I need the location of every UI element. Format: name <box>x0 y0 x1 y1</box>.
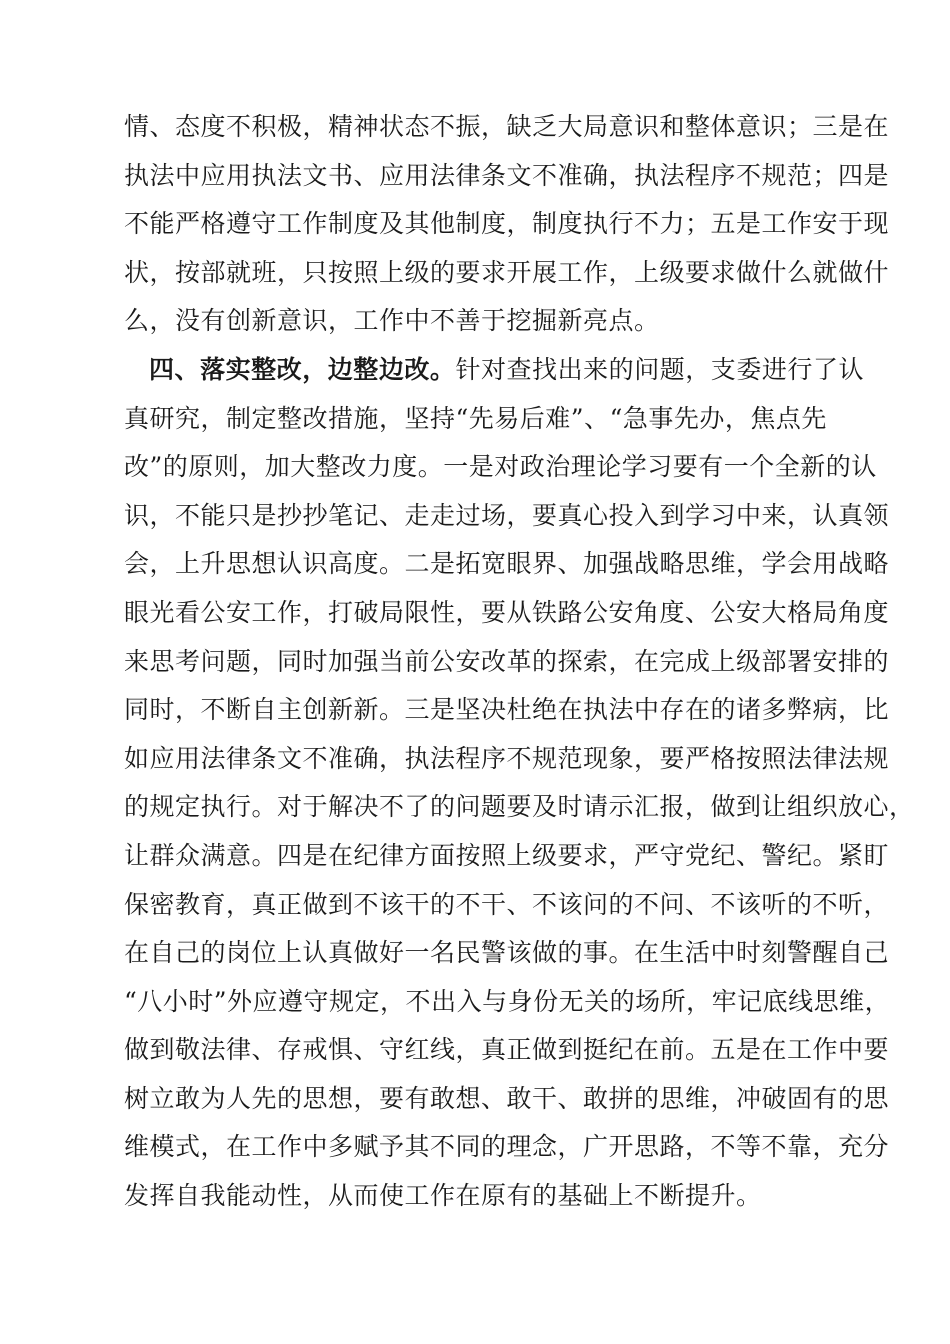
text-line: 让群众满意。四是在纪律方面按照上级要求，严守党纪、警纪。紧盯 <box>124 840 890 870</box>
text-line: 真研究，制定整改措施，坚持“先易后难”、“急事先办，焦点先 <box>124 403 827 433</box>
text-line: 树立敢为人先的思想，要有敢想、敢干、敢拼的思维，冲破固有的思 <box>124 1083 890 1113</box>
text-line: “八小时”外应遵守规定，不出入与身份无关的场所，牢记底线思维， <box>124 986 891 1016</box>
text-line: 不能严格遵守工作制度及其他制度，制度执行不力；五是工作安于现 <box>124 209 890 239</box>
text-line: 状，按部就班，只按照上级的要求开展工作，上级要求做什么就做什 <box>124 257 890 287</box>
text-line: 改”的原则，加大整改力度。一是对政治理论学习要有一个全新的认 <box>124 452 877 482</box>
text-line: 的规定执行。对于解决不了的问题要及时请示汇报，做到让组织放心， <box>124 792 915 822</box>
text-line: 做到敬法律、存戒惧、守红线，真正做到挺纪在前。五是在工作中要 <box>124 1035 890 1065</box>
text-line: 会，上升思想认识高度。二是拓宽眼界、加强战略思维，学会用战略 <box>124 549 890 579</box>
section-four-first-line <box>124 346 864 395</box>
text-line: 情、态度不积极，精神状态不振，缺乏大局意识和整体意识；三是在 <box>124 112 890 141</box>
text-line: 么，没有创新意识，工作中不善于挖掘新亮点。 <box>124 306 660 336</box>
section-four-heading: 四、落实整改，边整边改。 <box>149 354 456 384</box>
text-line: 保密教育，真正做到不该干的不干、不该问的不问、不该听的不听， <box>124 889 890 919</box>
text-line: 来思考问题，同时加强当前公安改革的探索，在完成上级部署安排的 <box>124 646 890 676</box>
text-line: 识，不能只是抄抄笔记、走走过场，要真心投入到学习中来，认真领 <box>124 500 890 530</box>
document-body <box>124 103 915 1221</box>
text-line: 执法中应用执法文书、应用法律条文不准确，执法程序不规范；四是 <box>124 160 890 190</box>
section-four-first-line-rest: 针对查找出来的问题，支委进行了认 <box>455 354 864 384</box>
text-line: 维模式，在工作中多赋予其不同的理念，广开思路，不等不靠，充分 <box>124 1132 890 1162</box>
text-line: 发挥自我能动性，从而使工作在原有的基础上不断提升。 <box>124 1181 762 1211</box>
text-line: 眼光看公安工作，打破局限性，要从铁路公安角度、公安大格局角度 <box>124 597 890 627</box>
text-line: 同时，不断自主创新新。三是坚决杜绝在执法中存在的诸多弊病，比 <box>124 695 890 725</box>
text-line: 如应用法律条文不准确，执法程序不规范现象，要严格按照法律法规 <box>124 743 890 773</box>
text-line: 在自己的岗位上认真做好一名民警该做的事。在生活中时刻警醒自己 <box>124 938 890 968</box>
